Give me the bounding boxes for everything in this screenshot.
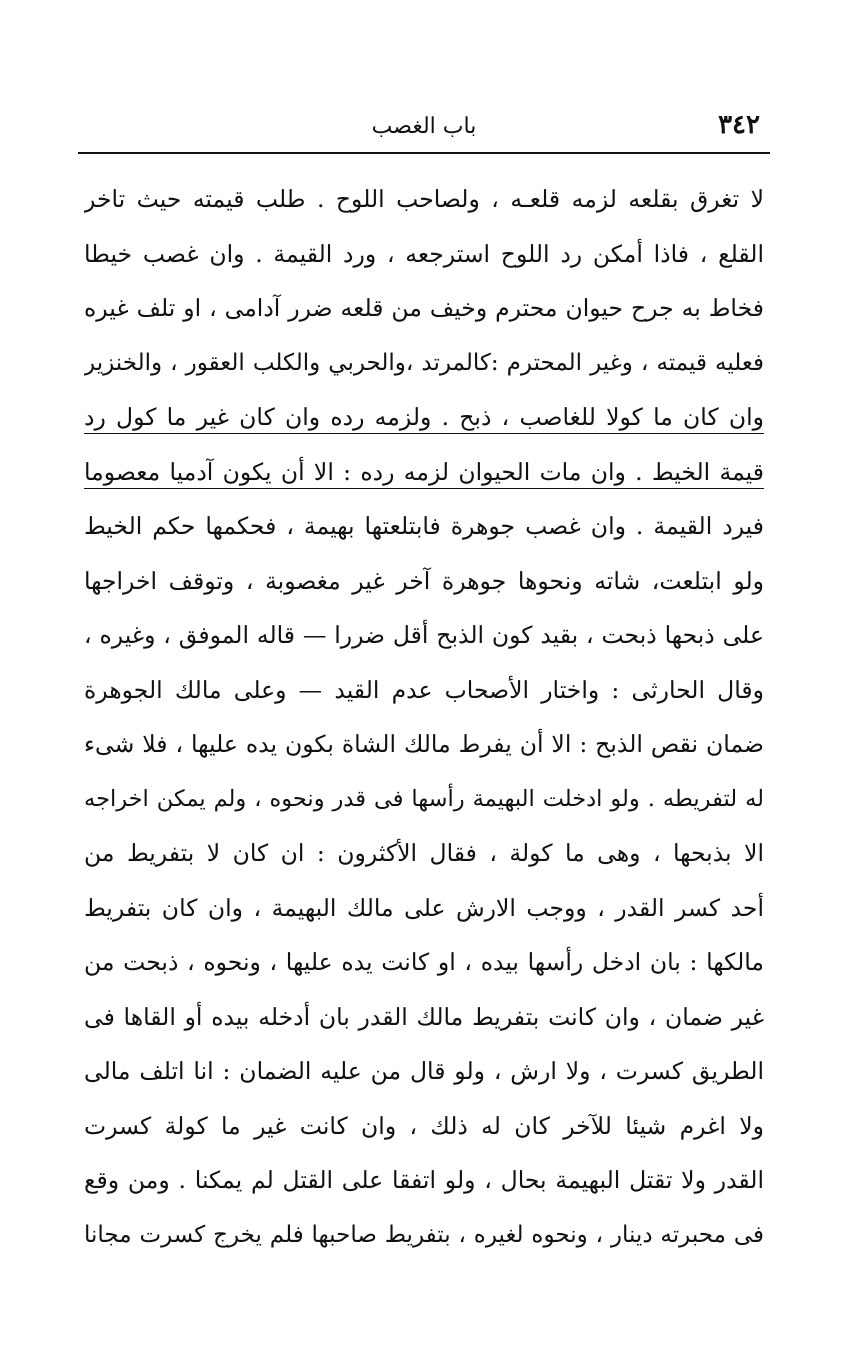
text-line: غير ضمان ، وان كانت بتفريط مالك القدر بان أدخله بيده أو القاها فى [84,1002,764,1031]
running-title: باب الغصب [371,114,477,139]
text-line: فخاط به جرح حيوان محترم وخيف من قلعه ضرر آدامى ، او تلف غيره [84,294,764,322]
text-line: وقال الحارثى : واختار الأصحاب عدم القيد — وعلى مالك الجوهرة [84,675,764,704]
text-line: له لتفريطه . ولو ادخلت البهيمة رأسها فى قدر ونحوه ، ولم يمكن اخراجه [84,785,764,812]
page-number: ٣٤٢ [718,110,760,140]
text-line: ولو ابتلعت، شاته ونحوها جوهرة آخر غير مغصوبة ، وتوقف اخراجها [84,566,764,595]
text-line: لا تغرق بقلعه لزمه قلعـه ، ولصاحب اللوح . طلب قيمته حيث تاخر [84,185,764,213]
text-line: وان كان ما كولا للغاصب ، ذبح . ولزمه رده وان كان غير ما كول رد [84,403,764,431]
text-line: الطريق كسرت ، ولا ارش ، ولو قال من عليه الضمان : انا اتلف مالى [84,1057,764,1085]
body-text [84,172,764,1262]
text-line: ولا اغرم شيئا للآخر كان له ذلك ، وان كانت غير ما كولة كسرت [84,1111,764,1140]
text-line: أحد كسر القدر ، ووجب الارش على مالك البهيمة ، وان كان بتفريط [84,893,764,922]
header-rule [78,152,770,154]
text-line: مالكها : بان ادخل رأسها بيده ، او كانت يده عليها ، ونحوه ، ذبحت من [84,948,764,976]
text-line: القدر ولا تقتل البهيمة بحال ، ولو اتفقا على القتل لم يمكنا . ومن وقع [84,1166,764,1194]
text-line: ضمان نقص الذبح : الا أن يفرط مالك الشاة بكون يده عليها ، فلا شىء [84,730,764,758]
text-line: فى محبرته دينار ، ونحوه لغيره ، بتفريط صاحبها فلم يخرج كسرت مجانا [84,1221,764,1248]
text-line: الا بذبحها ، وهى ما كولة ، فقال الأكثرون : ان كان لا بتفريط من [84,839,764,867]
page-header [78,108,770,148]
text-line: قيمة الخيط . وان مات الحيوان لزمه رده : الا أن يكون آدميا معصوما [84,457,764,486]
text-line: القلع ، فاذا أمكن رد اللوح استرجعه ، ورد القيمة . وان غصب خيطا [84,239,764,268]
text-line: فعليه قيمته ، وغير المحترم :كالمرتد ،والحربي والكلب العقور ، والخنزير [84,349,764,376]
text-line: على ذبحها ذبحت ، بقيد كون الذبح أقل ضررا — قاله الموفق ، وغيره ، [84,621,764,649]
text-line: فيرد القيمة . وان غصب جوهرة فابتلعتها بهيمة ، فحكمها حكم الخيط [84,512,764,540]
